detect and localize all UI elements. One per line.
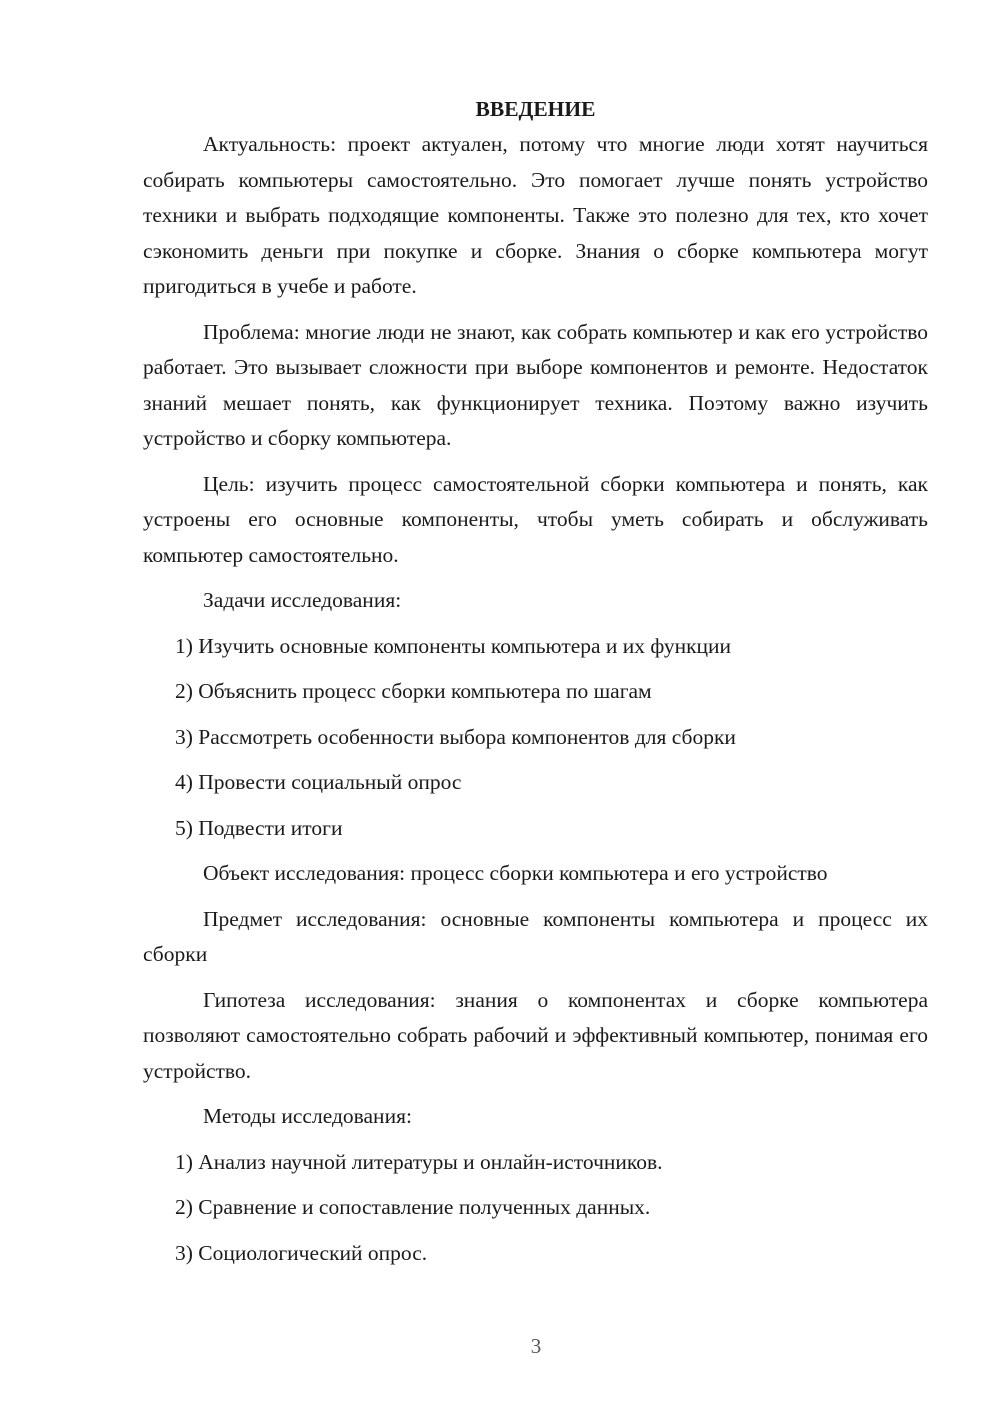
tasks-heading: Задачи исследования: — [203, 588, 402, 612]
hypothesis-paragraph: Гипотеза исследования: знания о компонентах и сборке компьютера позволяют самостоятельно собрать рабочий и эффективный компьютер, понимая его устройство. — [143, 987, 928, 1083]
method-item: 2) Сравнение и сопоставление полученных данных. — [175, 1195, 651, 1219]
page-content — [143, 92, 928, 1271]
task-item: 3) Рассмотреть особенности выбора компонентов для сборки — [175, 724, 736, 749]
method-item: 1) Анализ научной литературы и онлайн-источников. — [175, 1149, 663, 1174]
relevance-paragraph: Актуальность: проект актуален, потому что многие люди хотят научиться собирать компьютеры самостоятельно. Это помогает лучше понять устройство техники и выбрать подходящие компоненты. Также это полезно для тех, кто хочет сэкономить деньги при покупке и сборке. Знания о сборке компьютера могут пригодиться в учебе и работе. — [143, 132, 928, 298]
task-item: 1) Изучить основные компоненты компьютера и их функции — [175, 633, 732, 658]
subject-paragraph: Предмет исследования: основные компоненты компьютера и процесс их сборки — [143, 906, 928, 966]
section-title: ВВЕДЕНИЕ — [475, 97, 596, 121]
page-number: 3 — [530, 1334, 542, 1358]
object-paragraph: Объект исследования: процесс сборки компьютера и его устройство — [203, 861, 828, 885]
methods-heading: Методы исследования: — [203, 1104, 412, 1128]
goal-paragraph: Цель: изучить процесс самостоятельной сборки компьютера и понять, как устроены его основные компоненты, чтобы уметь собирать и обслуживать компьютер самостоятельно. — [143, 471, 928, 567]
task-item: 2) Объяснить процесс сборки компьютера по шагам — [175, 679, 652, 703]
task-item: 4) Провести социальный опрос — [175, 770, 462, 794]
task-item: 5) Подвести итоги — [175, 815, 343, 840]
problem-paragraph: Проблема: многие люди не знают, как собрать компьютер и как его устройство работает. Это вызывает сложности при выборе компонентов и ремонте. Недостаток знаний мешает понять, как функционирует техника. Поэтому важно изучить устройство и сборку компьютера. — [143, 319, 928, 450]
method-item: 3) Социологический опрос. — [175, 1240, 428, 1265]
